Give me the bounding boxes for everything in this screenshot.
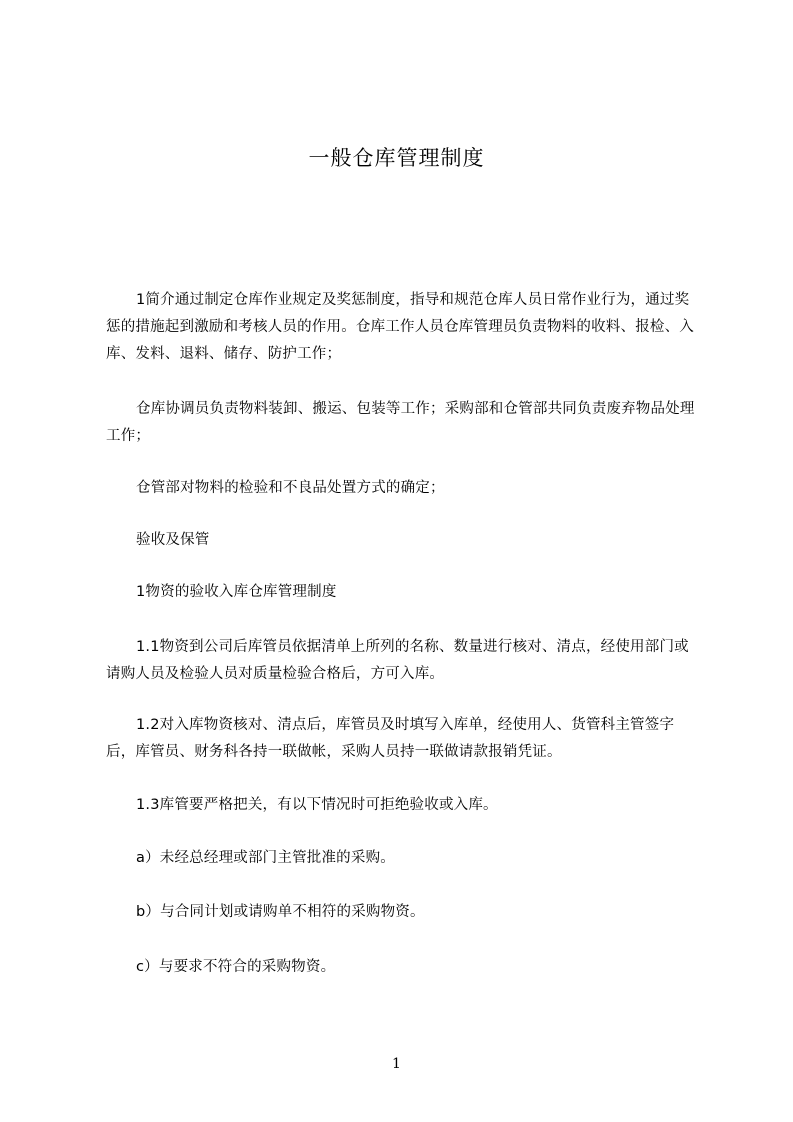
paragraph-1-3: 1.3库管要严格把关，有以下情况时可拒绝验收或入库。 [136, 797, 498, 813]
paragraph-1-1: 1.1物资到公司后库管员依据清单上所列的名称、数量进行核对、清点，经使用部门或请购人员及检验人员对质量检验合格后，方可入库。 [106, 639, 689, 682]
section-heading-receiving: 1物资的验收入库仓库管理制度 [136, 584, 337, 600]
list-item-a: a）未经总经理或部门主管批准的采购。 [136, 850, 395, 866]
document-title: 一般仓库管理制度 [308, 146, 485, 170]
paragraph-intro: 1简介通过制定仓库作业规定及奖惩制度，指导和规范仓库人员日常作业行为，通过奖惩的措施起到激励和考核人员的作用。仓库工作人员仓库管理员负责物料的收料、报检、入库、发料、退料、储存、防护工作； [106, 292, 694, 362]
page-number: 1 [392, 1056, 401, 1072]
list-item-b: b）与合同计划或请购单不相符的采购物资。 [136, 904, 425, 920]
paragraph-1-2: 1.2对入库物资核对、清点后，库管员及时填写入库单，经使用人、货管科主管签字后，库管员、财务科各持一联做帐，采购人员持一联做请款报销凭证。 [106, 717, 675, 760]
paragraph-inspection: 仓管部对物料的检验和不良品处置方式的确定； [136, 480, 445, 496]
section-heading-acceptance: 验收及保管 [136, 532, 210, 548]
paragraph-coordinator: 仓库协调员负责物料装卸、搬运、包装等工作；采购部和仓管部共同负责废弃物品处理工作； [106, 401, 695, 444]
list-item-c: c）与要求不符合的采购物资。 [136, 959, 336, 975]
